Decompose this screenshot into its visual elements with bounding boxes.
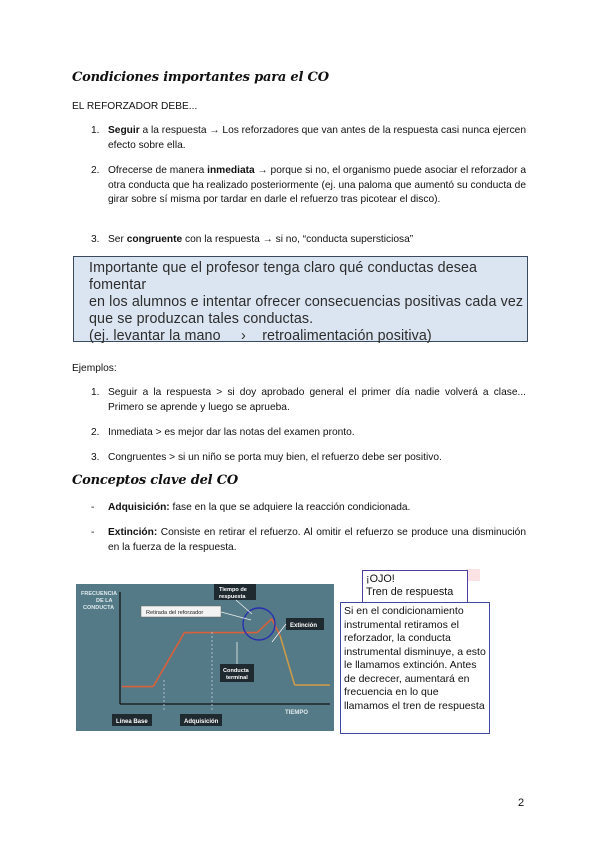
ojo-box	[362, 570, 468, 603]
list-item-text: → porque si no, el organismo puede asociar el reforzador a otra conducta que ha realizado posteriormente (ej. una paloma que aumentó su conducta de girar sobre sí misma por tardar en darle el refuerzo tras picotear el disco).	[108, 165, 526, 205]
chart-ylabel-line: FRECUENCIA	[81, 591, 118, 597]
list-item	[108, 124, 526, 153]
list-number: 3.	[91, 452, 100, 463]
list-item	[108, 164, 526, 208]
list-item-bold: Extinción:	[108, 527, 158, 538]
section-heading-condiciones: Condiciones importantes para el CO	[72, 70, 329, 85]
list-item-bold: Seguir	[108, 125, 140, 136]
list-item: Inmediata > es mejor dar las notas del examen pronto.	[108, 427, 355, 438]
chart-label-tiempo-respuesta: Tiempo de	[219, 587, 247, 593]
arrow-icon: ›	[241, 328, 246, 344]
list-item: Seguir a la respuesta > si doy aprobado general el primer día nadie volverá a clase... Primero se aprende y luego se aprueba.	[108, 387, 526, 413]
list-item	[108, 233, 526, 248]
chart-label-pointer	[236, 600, 252, 614]
side-note-text: Si en el condicionamiento instrumental retiramos el reforzador, la conducta instrumental disminuye, a esto le llamamos extinción. Antes de decrecer, aumentará en frecuencia en lo que llamamos el tren de respuesta	[344, 605, 486, 712]
list-number: 1.	[91, 387, 100, 398]
list-number: 3.	[91, 234, 100, 245]
list-item-bold: inmediata	[207, 165, 255, 176]
chart-ylabel-line: DE LA	[96, 598, 113, 604]
list-item	[108, 526, 526, 555]
list-item	[108, 501, 526, 516]
chart-label-extincion: Extinción	[290, 623, 318, 629]
list-number: 2.	[91, 165, 100, 176]
callout-line: (ej. levantar la mano › retroalimentación positiva)	[89, 328, 432, 344]
chart-svg	[76, 584, 334, 731]
callout-line: en los alumnos e intentar ofrecer consecuencias positivas cada vez	[89, 294, 524, 310]
chart-series-segment	[257, 619, 272, 633]
section-heading-conceptos: Conceptos clave del CO	[72, 473, 238, 488]
list-item-text: Ser	[108, 234, 127, 245]
chart-highlight-circle	[243, 608, 275, 640]
chart-figure	[76, 584, 334, 731]
list-item-text: fase en la que se adquiere la reacción condicionada.	[169, 502, 411, 513]
chart-label-retirada: Retirada del reforzador	[146, 610, 204, 616]
list-item-bold: Adquisición:	[108, 502, 170, 513]
list-item-text: Consiste en retirar el refuerzo. Al omitir el refuerzo se produce una disminución en la fuerza de la respuesta.	[108, 527, 526, 553]
list-item-bold: congruente	[126, 234, 183, 245]
ojo-title: ¡OJO!	[366, 573, 395, 585]
list-item-text: Ofrecerse de manera	[108, 165, 208, 176]
chart-ylabel-line: CONDUCTA	[83, 605, 115, 611]
decorative-tab	[466, 569, 480, 581]
chart-label-conducta-terminal: Conducta	[223, 668, 249, 674]
side-note-box	[340, 602, 490, 734]
chart-label-conducta-terminal: terminal	[226, 675, 248, 681]
chart-label-adquisicion: Adquisición	[184, 719, 219, 725]
list-item: Congruentes > si un niño se porta muy bien, el refuerzo debe ser positivo.	[108, 452, 442, 463]
ejemplos-label: Ejemplos:	[72, 363, 117, 374]
list-number: 2.	[91, 427, 100, 438]
list-item-text: a la respuesta → Los reforzadores que van antes de la respuesta casi nunca ejercen efecto sobre ella.	[108, 125, 526, 151]
callout-box	[73, 256, 528, 342]
chart-label-tiempo-respuesta: respuesta	[219, 594, 246, 600]
callout-line: Importante que el profesor tenga claro qué conductas desea fomentar	[89, 260, 478, 293]
list-dash: -	[91, 502, 95, 513]
list-dash: -	[91, 527, 95, 538]
callout-line: que se produzcan tales conductas.	[89, 311, 314, 327]
chart-label-linea-base: Línea Base	[116, 719, 148, 725]
reforzador-label: EL REFORZADOR DEBE...	[72, 101, 198, 112]
page-number: 2	[518, 797, 525, 809]
list-number: 1.	[91, 125, 100, 136]
chart-series-segment	[153, 633, 184, 687]
list-item-text: con la respuesta → si no, “conducta supersticiosa”	[182, 234, 414, 245]
ojo-subtitle: Tren de respuesta	[366, 586, 454, 598]
chart-xlabel: TIEMPO	[285, 710, 309, 716]
chart-series-segment	[280, 636, 295, 685]
